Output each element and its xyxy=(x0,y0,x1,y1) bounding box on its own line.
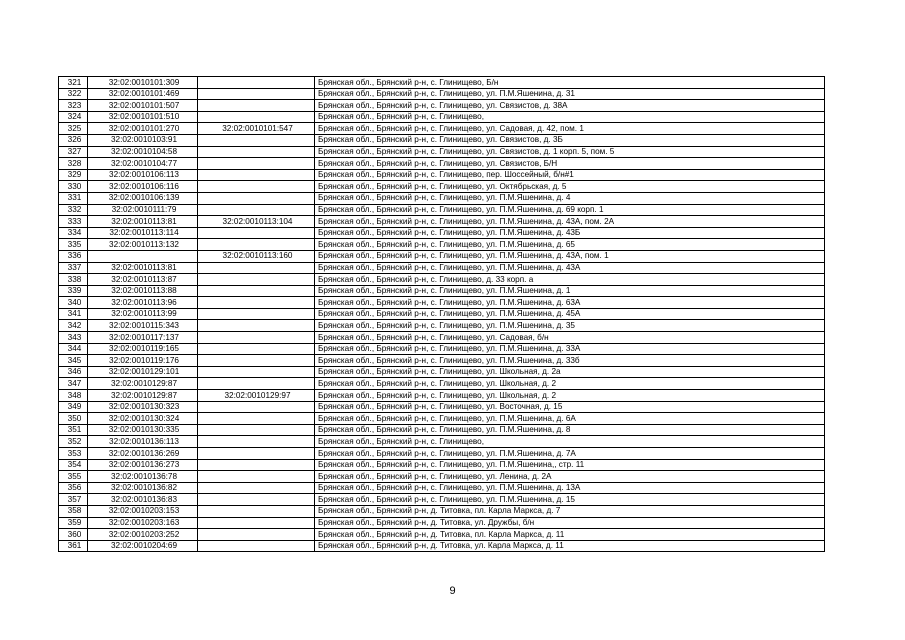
parent-cadastral-number-cell xyxy=(198,111,315,123)
table-row xyxy=(59,308,825,320)
address-cell: Брянская обл., Брянский р-н, с. Глинищево, ул. П.М.Яшенина, д. 65 xyxy=(315,239,825,251)
table-row xyxy=(59,262,825,274)
parent-cadastral-number-cell xyxy=(198,366,315,378)
address-cell: Брянская обл., Брянский р-н, с. Глинищево, ул. П.М.Яшенина, д. 31 xyxy=(315,88,825,100)
row-number-cell: 329 xyxy=(59,169,88,181)
row-number-cell: 335 xyxy=(59,239,88,251)
row-number-cell: 325 xyxy=(59,123,88,135)
row-number-cell: 322 xyxy=(59,88,88,100)
cadastral-number-cell: 32:02:0010101:510 xyxy=(88,111,198,123)
address-cell: Брянская обл., Брянский р-н, с. Глинищево, ул. П.М.Яшенина, д. 8 xyxy=(315,424,825,436)
address-cell: Брянская обл., Брянский р-н, с. Глинищево, ул. П.М.Яшенина, д. 15 xyxy=(315,494,825,506)
address-cell: Брянская обл., Брянский р-н, с. Глинищево, ул. П.М.Яшенина, д. 33б xyxy=(315,355,825,367)
table-row xyxy=(59,320,825,332)
table-row xyxy=(59,332,825,344)
cadastral-number-cell: 32:02:0010111:79 xyxy=(88,204,198,216)
cadastral-number-cell: 32:02:0010130:335 xyxy=(88,424,198,436)
cadastral-number-cell: 32:02:0010113:96 xyxy=(88,297,198,309)
parent-cadastral-number-cell xyxy=(198,308,315,320)
parent-cadastral-number-cell xyxy=(198,401,315,413)
address-cell: Брянская обл., Брянский р-н, с. Глинищево, ул. Восточная, д. 15 xyxy=(315,401,825,413)
cadastral-number-cell: 32:02:0010104:58 xyxy=(88,146,198,158)
table-row xyxy=(59,100,825,112)
row-number-cell: 326 xyxy=(59,134,88,146)
row-number-cell: 340 xyxy=(59,297,88,309)
address-cell: Брянская обл., Брянский р-н, с. Глинищево, пер. Шоссейный, б/н#1 xyxy=(315,169,825,181)
cadastral-number-cell xyxy=(88,250,198,262)
row-number-cell: 347 xyxy=(59,378,88,390)
address-cell: Брянская обл., Брянский р-н, д. Титовка, пл. Карла Маркса, д. 7 xyxy=(315,505,825,517)
cadastral-number-cell: 32:02:0010129:87 xyxy=(88,390,198,402)
address-cell: Брянская обл., Брянский р-н, с. Глинищево, ул. Связистов, д. 1 корп. 5, пом. 5 xyxy=(315,146,825,158)
address-cell: Брянская обл., Брянский р-н, д. Титовка, ул. Дружбы, б/н xyxy=(315,517,825,529)
cadastral-number-cell: 32:02:0010104:77 xyxy=(88,158,198,170)
row-number-cell: 346 xyxy=(59,366,88,378)
address-cell: Брянская обл., Брянский р-н, с. Глинищево, ул. П.М.Яшенина, д. 1 xyxy=(315,285,825,297)
table-row xyxy=(59,123,825,135)
row-number-cell: 339 xyxy=(59,285,88,297)
table-row xyxy=(59,239,825,251)
row-number-cell: 342 xyxy=(59,320,88,332)
parent-cadastral-number-cell: 32:02:0010101:547 xyxy=(198,123,315,135)
parent-cadastral-number-cell xyxy=(198,158,315,170)
parent-cadastral-number-cell xyxy=(198,343,315,355)
cadastral-number-cell: 32:02:0010106:113 xyxy=(88,169,198,181)
parent-cadastral-number-cell xyxy=(198,227,315,239)
table-row xyxy=(59,494,825,506)
address-cell: Брянская обл., Брянский р-н, с. Глинищево, xyxy=(315,436,825,448)
row-number-cell: 323 xyxy=(59,100,88,112)
table-row xyxy=(59,482,825,494)
address-cell: Брянская обл., Брянский р-н, с. Глинищево, ул. П.М.Яшенина, д. 63А xyxy=(315,297,825,309)
row-number-cell: 334 xyxy=(59,227,88,239)
row-number-cell: 324 xyxy=(59,111,88,123)
cadastral-number-cell: 32:02:0010130:323 xyxy=(88,401,198,413)
property-register-table xyxy=(58,76,825,552)
address-cell: Брянская обл., Брянский р-н, с. Глинищево, ул. П.М.Яшенина, д. 43Б xyxy=(315,227,825,239)
table-row xyxy=(59,227,825,239)
row-number-cell: 345 xyxy=(59,355,88,367)
address-cell: Брянская обл., Брянский р-н, д. Титовка, ул. Карла Маркса, д. 11 xyxy=(315,540,825,552)
table-row xyxy=(59,401,825,413)
parent-cadastral-number-cell xyxy=(198,192,315,204)
table-row xyxy=(59,413,825,425)
address-cell: Брянская обл., Брянский р-н, с. Глинищево, Б/н xyxy=(315,77,825,89)
table-row xyxy=(59,111,825,123)
cadastral-number-cell: 32:02:0010103:91 xyxy=(88,134,198,146)
parent-cadastral-number-cell xyxy=(198,204,315,216)
row-number-cell: 357 xyxy=(59,494,88,506)
register-body xyxy=(59,77,825,552)
parent-cadastral-number-cell xyxy=(198,320,315,332)
cadastral-number-cell: 32:02:0010119:165 xyxy=(88,343,198,355)
address-cell: Брянская обл., Брянский р-н, с. Глинищево, ул. Садовая, б/н xyxy=(315,332,825,344)
table-row xyxy=(59,448,825,460)
address-cell: Брянская обл., Брянский р-н, с. Глинищево, ул. П.М.Яшенина, д. 43А, пом. 2А xyxy=(315,216,825,228)
cadastral-number-cell: 32:02:0010101:270 xyxy=(88,123,198,135)
page-number: 9 xyxy=(449,585,456,597)
parent-cadastral-number-cell xyxy=(198,448,315,460)
address-cell: Брянская обл., Брянский р-н, с. Глинищево, ул. Связистов, д. 3Б xyxy=(315,134,825,146)
table-row xyxy=(59,88,825,100)
parent-cadastral-number-cell xyxy=(198,332,315,344)
address-cell: Брянская обл., Брянский р-н, с. Глинищево, ул. П.М.Яшенина, д. 45А xyxy=(315,308,825,320)
cadastral-number-cell: 32:02:0010101:309 xyxy=(88,77,198,89)
table-row xyxy=(59,355,825,367)
table-row xyxy=(59,274,825,286)
parent-cadastral-number-cell xyxy=(198,88,315,100)
parent-cadastral-number-cell xyxy=(198,471,315,483)
row-number-cell: 344 xyxy=(59,343,88,355)
row-number-cell: 337 xyxy=(59,262,88,274)
table-row xyxy=(59,343,825,355)
parent-cadastral-number-cell xyxy=(198,239,315,251)
address-cell: Брянская обл., Брянский р-н, с. Глинищево, ул. П.М.Яшенина, д. 7А xyxy=(315,448,825,460)
row-number-cell: 353 xyxy=(59,448,88,460)
address-cell: Брянская обл., Брянский р-н, с. Глинищево, ул. П.М.Яшенина, д. 43А, пом. 1 xyxy=(315,250,825,262)
cadastral-number-cell: 32:02:0010106:116 xyxy=(88,181,198,193)
address-cell: Брянская обл., Брянский р-н, с. Глинищево, ул. П.М.Яшенина, д. 33А xyxy=(315,343,825,355)
cadastral-number-cell: 32:02:0010113:132 xyxy=(88,239,198,251)
cadastral-number-cell: 32:02:0010203:252 xyxy=(88,529,198,541)
cadastral-number-cell: 32:02:0010119:176 xyxy=(88,355,198,367)
table-row xyxy=(59,192,825,204)
cadastral-number-cell: 32:02:0010113:88 xyxy=(88,285,198,297)
parent-cadastral-number-cell xyxy=(198,505,315,517)
parent-cadastral-number-cell xyxy=(198,181,315,193)
cadastral-number-cell: 32:02:0010113:114 xyxy=(88,227,198,239)
cadastral-number-cell: 32:02:0010130:324 xyxy=(88,413,198,425)
row-number-cell: 333 xyxy=(59,216,88,228)
cadastral-number-cell: 32:02:0010129:101 xyxy=(88,366,198,378)
row-number-cell: 361 xyxy=(59,540,88,552)
table-row xyxy=(59,250,825,262)
row-number-cell: 321 xyxy=(59,77,88,89)
cadastral-number-cell: 32:02:0010106:139 xyxy=(88,192,198,204)
row-number-cell: 351 xyxy=(59,424,88,436)
row-number-cell: 338 xyxy=(59,274,88,286)
address-cell: Брянская обл., Брянский р-н, с. Глинищево, xyxy=(315,111,825,123)
table-row xyxy=(59,517,825,529)
table-row xyxy=(59,436,825,448)
row-number-cell: 359 xyxy=(59,517,88,529)
table-row xyxy=(59,378,825,390)
address-cell: Брянская обл., Брянский р-н, с. Глинищево, ул. П.М.Яшенина, д. 13А xyxy=(315,482,825,494)
cadastral-number-cell: 32:02:0010115:343 xyxy=(88,320,198,332)
address-cell: Брянская обл., Брянский р-н, с. Глинищево, д. 33 корп. а xyxy=(315,274,825,286)
cadastral-number-cell: 32:02:0010203:163 xyxy=(88,517,198,529)
cadastral-number-cell: 32:02:0010203:153 xyxy=(88,505,198,517)
table-row xyxy=(59,169,825,181)
cadastral-number-cell: 32:02:0010101:507 xyxy=(88,100,198,112)
parent-cadastral-number-cell xyxy=(198,540,315,552)
row-number-cell: 330 xyxy=(59,181,88,193)
row-number-cell: 341 xyxy=(59,308,88,320)
parent-cadastral-number-cell xyxy=(198,274,315,286)
parent-cadastral-number-cell xyxy=(198,413,315,425)
row-number-cell: 348 xyxy=(59,390,88,402)
cadastral-number-cell: 32:02:0010113:99 xyxy=(88,308,198,320)
table-row xyxy=(59,471,825,483)
address-cell: Брянская обл., Брянский р-н, с. Глинищево, ул. Школьная, д. 2 xyxy=(315,378,825,390)
parent-cadastral-number-cell xyxy=(198,517,315,529)
parent-cadastral-number-cell xyxy=(198,482,315,494)
table-row xyxy=(59,158,825,170)
row-number-cell: 343 xyxy=(59,332,88,344)
cadastral-number-cell: 32:02:0010136:269 xyxy=(88,448,198,460)
table-row xyxy=(59,424,825,436)
row-number-cell: 352 xyxy=(59,436,88,448)
address-cell: Брянская обл., Брянский р-н, с. Глинищево, ул. Ленина, д. 2А xyxy=(315,471,825,483)
address-cell: Брянская обл., Брянский р-н, с. Глинищево, ул. П.М.Яшенина, д. 43А xyxy=(315,262,825,274)
table-row xyxy=(59,366,825,378)
cadastral-number-cell: 32:02:0010136:78 xyxy=(88,471,198,483)
cadastral-number-cell: 32:02:0010129:87 xyxy=(88,378,198,390)
address-cell: Брянская обл., Брянский р-н, с. Глинищево, ул. Связистов, д. 38А xyxy=(315,100,825,112)
cadastral-number-cell: 32:02:0010136:273 xyxy=(88,459,198,471)
parent-cadastral-number-cell xyxy=(198,134,315,146)
cadastral-number-cell: 32:02:0010204:69 xyxy=(88,540,198,552)
address-cell: Брянская обл., Брянский р-н, с. Глинищево, ул. Школьная, д. 2а xyxy=(315,366,825,378)
address-cell: Брянская обл., Брянский р-н, с. Глинищево, ул. Школьная, д. 2 xyxy=(315,390,825,402)
parent-cadastral-number-cell xyxy=(198,378,315,390)
table-row xyxy=(59,146,825,158)
row-number-cell: 356 xyxy=(59,482,88,494)
address-cell: Брянская обл., Брянский р-н, с. Глинищево, ул. П.М.Яшенина, д. 69 корп. 1 xyxy=(315,204,825,216)
cadastral-number-cell: 32:02:0010136:82 xyxy=(88,482,198,494)
address-cell: Брянская обл., Брянский р-н, с. Глинищево, ул. П.М.Яшенина, д. 6А xyxy=(315,413,825,425)
table-row xyxy=(59,390,825,402)
row-number-cell: 349 xyxy=(59,401,88,413)
cadastral-number-cell: 32:02:0010117:137 xyxy=(88,332,198,344)
row-number-cell: 336 xyxy=(59,250,88,262)
row-number-cell: 331 xyxy=(59,192,88,204)
table-row xyxy=(59,540,825,552)
cadastral-number-cell: 32:02:0010136:113 xyxy=(88,436,198,448)
table-row xyxy=(59,297,825,309)
cadastral-number-cell: 32:02:0010113:87 xyxy=(88,274,198,286)
table-row xyxy=(59,77,825,89)
row-number-cell: 327 xyxy=(59,146,88,158)
parent-cadastral-number-cell xyxy=(198,424,315,436)
parent-cadastral-number-cell xyxy=(198,100,315,112)
table-row xyxy=(59,204,825,216)
address-cell: Брянская обл., Брянский р-н, с. Глинищево, ул. Связистов, Б/Н xyxy=(315,158,825,170)
parent-cadastral-number-cell xyxy=(198,436,315,448)
table-row xyxy=(59,181,825,193)
cadastral-number-cell: 32:02:0010136:83 xyxy=(88,494,198,506)
address-cell: Брянская обл., Брянский р-н, д. Титовка, пл. Карла Маркса, д. 11 xyxy=(315,529,825,541)
address-cell: Брянская обл., Брянский р-н, с. Глинищево, ул. Садовая, д. 42, пом. 1 xyxy=(315,123,825,135)
parent-cadastral-number-cell xyxy=(198,459,315,471)
row-number-cell: 328 xyxy=(59,158,88,170)
table-row xyxy=(59,529,825,541)
parent-cadastral-number-cell xyxy=(198,297,315,309)
parent-cadastral-number-cell xyxy=(198,262,315,274)
table-row xyxy=(59,505,825,517)
cadastral-number-cell: 32:02:0010101:469 xyxy=(88,88,198,100)
parent-cadastral-number-cell xyxy=(198,494,315,506)
parent-cadastral-number-cell: 32:02:0010129:97 xyxy=(198,390,315,402)
address-cell: Брянская обл., Брянский р-н, с. Глинищево, ул. Октябрьская, д. 5 xyxy=(315,181,825,193)
cadastral-number-cell: 32:02:0010113:81 xyxy=(88,216,198,228)
parent-cadastral-number-cell xyxy=(198,77,315,89)
table-row xyxy=(59,285,825,297)
parent-cadastral-number-cell: 32:02:0010113:104 xyxy=(198,216,315,228)
row-number-cell: 355 xyxy=(59,471,88,483)
row-number-cell: 354 xyxy=(59,459,88,471)
parent-cadastral-number-cell: 32:02:0010113:160 xyxy=(198,250,315,262)
parent-cadastral-number-cell xyxy=(198,146,315,158)
row-number-cell: 360 xyxy=(59,529,88,541)
row-number-cell: 332 xyxy=(59,204,88,216)
table-row xyxy=(59,459,825,471)
row-number-cell: 350 xyxy=(59,413,88,425)
address-cell: Брянская обл., Брянский р-н, с. Глинищево, ул. П.М.Яшенина, д. 4 xyxy=(315,192,825,204)
address-cell: Брянская обл., Брянский р-н, с. Глинищево, ул. П.М.Яшенина,, стр. 11 xyxy=(315,459,825,471)
table-row xyxy=(59,134,825,146)
table-row xyxy=(59,216,825,228)
parent-cadastral-number-cell xyxy=(198,529,315,541)
address-cell: Брянская обл., Брянский р-н, с. Глинищево, ул. П.М.Яшенина, д. 35 xyxy=(315,320,825,332)
parent-cadastral-number-cell xyxy=(198,355,315,367)
row-number-cell: 358 xyxy=(59,505,88,517)
cadastral-number-cell: 32:02:0010113:81 xyxy=(88,262,198,274)
parent-cadastral-number-cell xyxy=(198,169,315,181)
parent-cadastral-number-cell xyxy=(198,285,315,297)
